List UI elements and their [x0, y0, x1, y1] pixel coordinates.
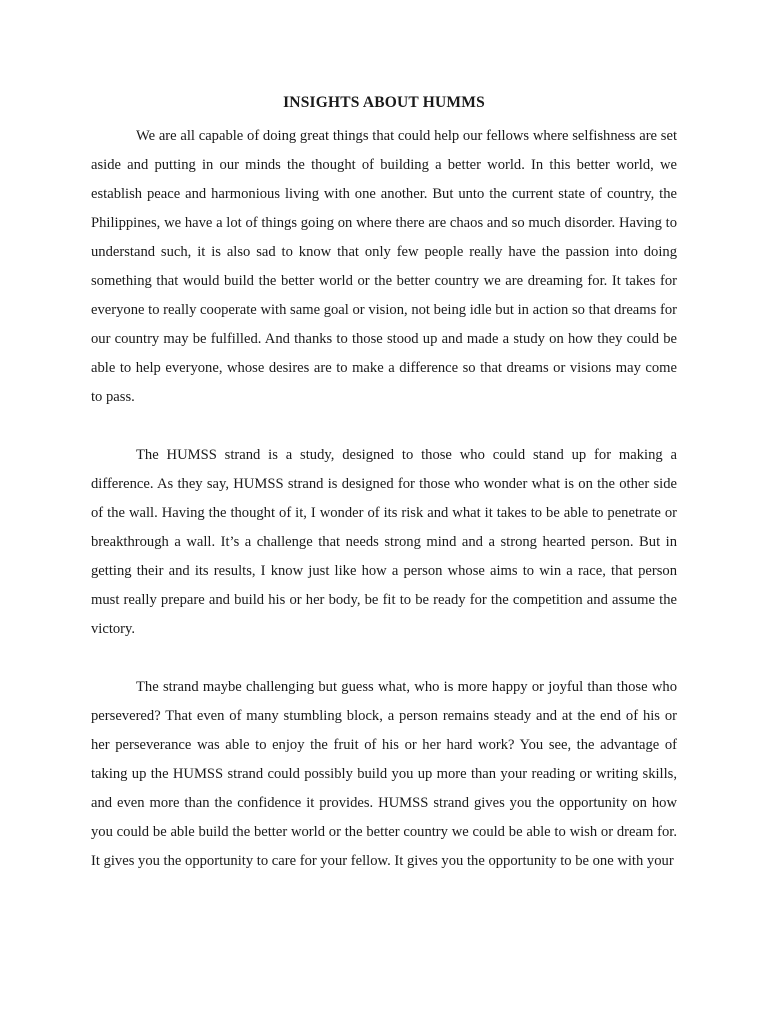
paragraph-3: The strand maybe challenging but guess what, who is more happy or joyful than those who persevered? That even of many stumbling block, a person remains steady and at the end of his or her perseverance was able to enjoy the fruit of his or her hard work? You see, the advantage of taking up the HUMSS strand could possibly build you up more than your reading or writing skills, and even more than the confidence it provides. HUMSS strand gives you the opportunity on how you could be able build the better world or the better country we could be able to wish or dream for. It gives you the opportunity to care for your fellow. It gives you the opportunity to be one with your: [91, 679, 677, 869]
paragraph-1: We are all capable of doing great things that could help our fellows where selfishness are set aside and putting in our minds the thought of building a better world. In this better world, we establish peace and harmonious living with one another. But unto the current state of country, the Philippines, we have a lot of things going on where there are chaos and so much disorder. Having to understand such, it is also sad to know that only few people really have the passion into doing something that would build the better world or the better country we are dreaming for. It takes for everyone to really cooperate with same goal or vision, not being idle but in action so that dreams for our country may be fulfilled. And thanks to those stood up and made a study on how they could be able to help everyone, whose desires are to make a difference so that dreams or visions may come to pass.: [91, 128, 677, 405]
document-title: INSIGHTS ABOUT HUMMS: [283, 94, 485, 111]
paragraph-2: The HUMSS strand is a study, designed to those who could stand up for making a difference. As they say, HUMSS strand is designed for those who wonder what is on the other side of the wall. Having the thought of it, I wonder of its risk and what it takes to be able to penetrate or breakthrough a wall. It’s a challenge that needs strong mind and a strong hearted person. But in getting their and its results, I know just like how a person whose aims to win a race, that person must really prepare and build his or her body, be fit to be ready for the competition and assume the victory.: [91, 447, 677, 637]
document-body: [91, 122, 677, 905]
